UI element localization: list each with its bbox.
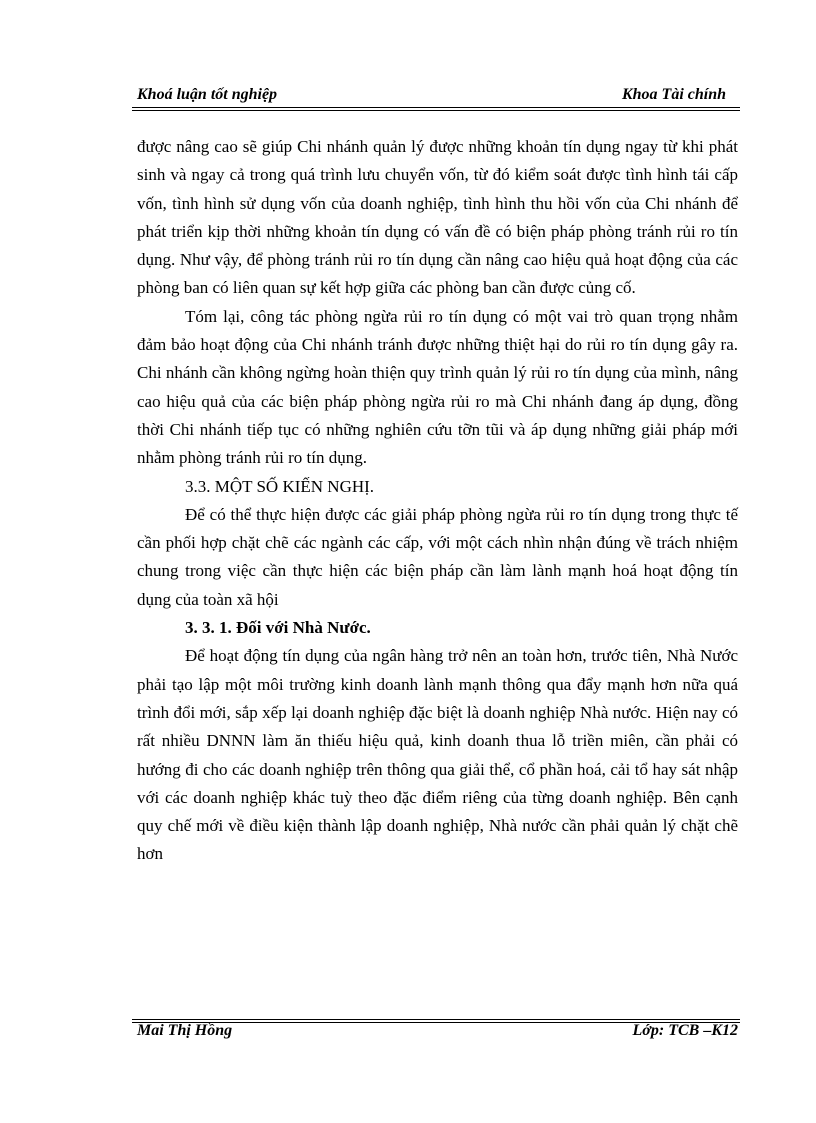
- header-divider: [132, 107, 740, 111]
- document-body: [137, 133, 738, 869]
- section-heading-3-3: 3.3. MỘT SỐ KIẾN NGHỊ.: [185, 476, 375, 496]
- subsection-heading-3-3-1: 3. 3. 1. Đối với Nhà Nước.: [185, 618, 371, 638]
- paragraph-summary: Tóm lại, công tác phòng ngừa rủi ro tín dụng có một vai trò quan trọng nhằm đảm bảo hoạt động của Chi nhánh tránh được những thiệt hại do rủi ro tín dụng gây ra. Chi nhánh cần không ngừng hoàn thiện quy trình quản lý rủi ro tín dụng của mình, nâng cao hiệu quả của các biện pháp phòng ngừa rủi ro mà Chi nhánh đang áp dụng, đồng thời Chi nhánh tiếp tục có những nghiên cứu tỡn tũi và áp dụng những giải pháp mới nhằm phòng tránh rủi ro tín dụng.: [137, 306, 738, 468]
- paragraph-state-role: Để hoạt động tín dụng của ngân hàng trở nên an toàn hơn, trước tiên, Nhà Nước phải tạo lập một môi trường kinh doanh lành mạnh thông qua đẩy mạnh hơn nữa quá trình đổi mới, sắp xếp lại doanh nghiệp đặc biệt là doanh nghiệp Nhà nước. Hiện nay có rất nhiều DNNN làm ăn thiếu hiệu quả, kinh doanh thua lỗ triền miên, cần phải có hướng đi cho các doanh nghiệp trên thông qua giải thể, cổ phần hoá, cải tổ hay sát nhập với các doanh nghiệp khác tuỳ theo đặc điểm riêng của từng doanh nghiệp. Bên cạnh quy chế mới về điều kiện thành lập doanh nghiệp, Nhà nước cần phải quản lý chặt chẽ hơn: [137, 646, 738, 864]
- footer-author: Mai Thị Hồng: [137, 1022, 233, 1039]
- paragraph-continuation: được nâng cao sẽ giúp Chi nhánh quản lý được những khoản tín dụng ngay từ khi phát sinh và ngay cả trong quá trình lưu chuyển vốn, từ đó kiểm soát được tình hình tái cấp vốn, tình hình sử dụng vốn của doanh nghiệp, tình hình thu hồi vốn của Chi nhánh để phát triển kịp thời những khoản tín dụng có vấn đề có biện pháp phòng tránh rủi ro tín dụng. Như vậy, để phòng tránh rủi ro tín dụng cần nâng cao hiệu quả hoạt động của các phòng ban có liên quan sự kết hợp giữa các phòng ban cần được củng cố.: [137, 137, 738, 298]
- footer-class: Lớp: TCB –K12: [632, 1022, 738, 1039]
- page-header: [137, 84, 738, 108]
- header-thesis-title: Khoá luận tốt nghiệp: [137, 86, 278, 103]
- page-footer: [137, 1022, 738, 1046]
- header-faculty: Khoa Tài chính: [621, 86, 726, 103]
- paragraph-recommendations-intro: Để có thể thực hiện được các giải pháp phòng ngừa rủi ro tín dụng trong thực tế cần phối hợp chặt chẽ các ngành các cấp, với một cách nhìn nhận đúng về trách nhiệm chung trong việc cần thực hiện các biện pháp cần làm lành mạnh hoá hoạt động tín dụng của toàn xã hội: [137, 504, 738, 609]
